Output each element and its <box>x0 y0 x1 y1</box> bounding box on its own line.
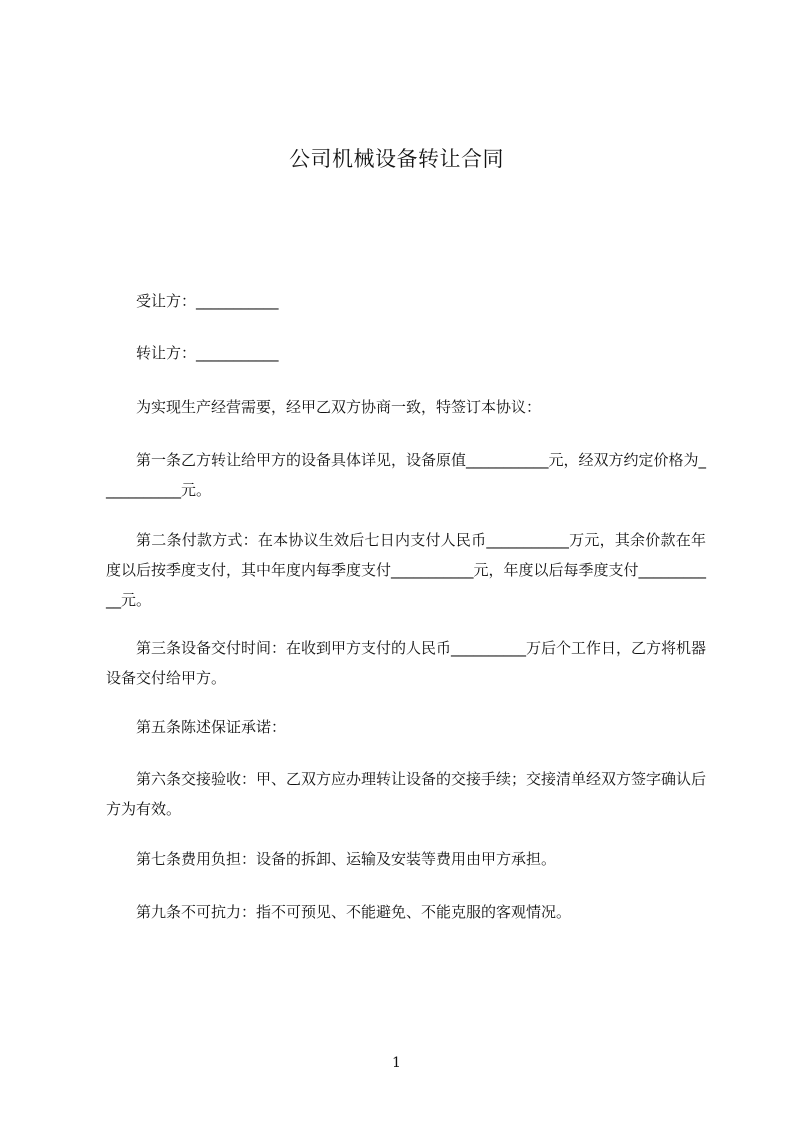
article-6-paragraph: 第六条交接验收：甲、乙双方应办理转让设备的交接手续；交接清单经双方签字确认后方为有效。 <box>106 770 707 818</box>
transferor-line: 转让方：___________ <box>136 344 279 362</box>
document-title: 公司机械设备转让合同 <box>289 147 504 171</box>
transferee-line: 受让方：___________ <box>136 292 279 310</box>
article-9-paragraph: 第九条不可抗力：指不可预见、不能避免、不能克服的客观情况。 <box>136 903 572 921</box>
preamble-paragraph: 为实现生产经营需要，经甲乙双方协商一致，特签订本协议： <box>136 398 542 416</box>
article-5-paragraph: 第五条陈述保证承诺： <box>136 718 287 736</box>
article-1-paragraph: 第一条乙方转让给甲方的设备具体详见，设备原值___________元，经双方约定价格为___________元。 <box>106 451 707 499</box>
article-7-paragraph: 第七条费用负担：设备的拆卸、运输及安装等费用由甲方承担。 <box>136 850 557 868</box>
page-number: 1 <box>392 1055 401 1071</box>
article-3-paragraph: 第三条设备交付时间：在收到甲方支付的人民币__________万后个工作日，乙方将机器设备交付给甲方。 <box>106 639 707 687</box>
article-2-paragraph: 第二条付款方式：在本协议生效后七日内支付人民币___________万元，其余价款在年度以后按季度支付，其中年度内每季度支付___________元，年度以后每季度支付___________元。 <box>106 531 707 609</box>
